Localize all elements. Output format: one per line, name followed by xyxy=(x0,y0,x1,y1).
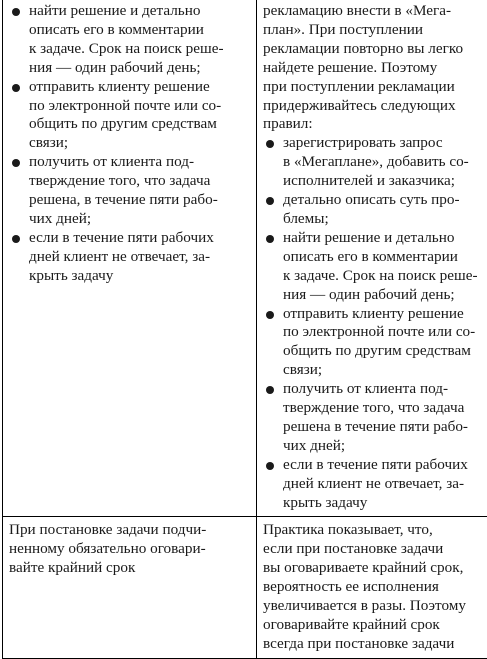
text-line: вайте крайний срок xyxy=(9,559,250,578)
text-line: по электронной почте или со- xyxy=(283,323,487,342)
list-item xyxy=(263,134,487,191)
row1-left-cell xyxy=(3,0,257,517)
text-line: рекламацию внести в «Мега- xyxy=(263,2,487,21)
text-line: всегда при постановке задачи xyxy=(263,635,487,654)
bullet-icon xyxy=(266,140,274,148)
text-line: решена в течение пяти рабо- xyxy=(283,418,487,437)
list-item xyxy=(263,191,487,229)
bullet-icon xyxy=(12,159,20,167)
text-line: Практика показывает, что, xyxy=(263,521,487,540)
text-line: чих дней; xyxy=(29,210,250,229)
row2-left-text xyxy=(9,521,250,578)
list-item xyxy=(9,2,250,78)
text-line: в «Мегаплане», добавить со- xyxy=(283,153,487,172)
list-item xyxy=(263,380,487,456)
row2-right-cell xyxy=(257,517,487,658)
bullet-icon xyxy=(266,462,274,470)
text-line: крыть задачу xyxy=(283,494,487,513)
row1-right-cell xyxy=(257,0,487,517)
text-line: ния — один рабочий день; xyxy=(29,59,250,78)
text-line: найдете решение. Поэтому xyxy=(263,59,487,78)
bullet-icon xyxy=(266,235,274,243)
text-line: чих дней; xyxy=(283,437,487,456)
text-line: детально описать суть про- xyxy=(283,191,487,210)
text-line: получить от клиента под- xyxy=(283,380,487,399)
text-line: придерживайтесь следующих xyxy=(263,97,487,116)
text-line: При постановке задачи подчи- xyxy=(9,521,250,540)
text-line: ния — один рабочий день; xyxy=(283,286,487,305)
text-line: крыть задачу xyxy=(29,267,250,286)
text-line: при поступлении рекламации xyxy=(263,78,487,97)
text-line: рекламации повторно вы легко xyxy=(263,40,487,59)
text-line: к задаче. Срок на поиск реше- xyxy=(29,40,250,59)
text-line: общить по другим средствам xyxy=(29,115,250,134)
text-line: увеличивается в разы. Поэтому xyxy=(263,597,487,616)
text-line: отправить клиенту решение xyxy=(283,305,487,324)
bullet-icon xyxy=(266,197,274,205)
text-line: ненному обязательно оговари- xyxy=(9,540,250,559)
table-row xyxy=(3,0,487,517)
text-line: блемы; xyxy=(283,210,487,229)
text-line: описать его в комментарии xyxy=(283,248,487,267)
text-line: план». При поступлении xyxy=(263,21,487,40)
text-line: связи; xyxy=(29,134,250,153)
bullet-icon xyxy=(266,311,274,319)
text-line: зарегистрировать запрос xyxy=(283,134,487,153)
text-line: отправить клиенту решение xyxy=(29,78,250,97)
text-line: вероятность ее исполнения xyxy=(263,578,487,597)
text-line: если при постановке задачи xyxy=(263,540,487,559)
text-line: получить от клиента под- xyxy=(29,153,250,172)
list-item xyxy=(9,229,250,286)
text-line: тверждение того, что задача xyxy=(29,172,250,191)
left-bullet-list xyxy=(9,2,250,286)
text-line: по электронной почте или со- xyxy=(29,97,250,116)
list-item xyxy=(263,456,487,513)
text-line: к задаче. Срок на поиск реше- xyxy=(283,267,487,286)
text-line: дней клиент не отвечает, за- xyxy=(283,475,487,494)
text-line: найти решение и детально xyxy=(29,2,250,21)
text-line: дней клиент не отвечает, за- xyxy=(29,248,250,267)
document-table xyxy=(2,0,487,659)
text-line: решена, в течение пяти рабо- xyxy=(29,191,250,210)
list-item xyxy=(9,153,250,229)
text-line: найти решение и детально xyxy=(283,229,487,248)
text-line: исполнителей и заказчика; xyxy=(283,172,487,191)
text-line: общить по другим средствам xyxy=(283,342,487,361)
list-item xyxy=(263,305,487,381)
table-row xyxy=(3,517,487,658)
row2-right-text xyxy=(263,521,487,653)
bullet-icon xyxy=(12,84,20,92)
row2-left-cell xyxy=(3,517,257,658)
right-bullet-list xyxy=(263,134,487,512)
right-intro-text xyxy=(263,2,487,134)
text-line: если в течение пяти рабочих xyxy=(283,456,487,475)
list-item xyxy=(9,78,250,154)
bullet-icon xyxy=(266,386,274,394)
bullet-icon xyxy=(12,8,20,16)
text-line: правил: xyxy=(263,115,487,134)
text-line: оговаривайте крайний срок xyxy=(263,616,487,635)
text-line: тверждение того, что задача xyxy=(283,399,487,418)
bullet-icon xyxy=(12,235,20,243)
list-item xyxy=(263,229,487,305)
text-line: вы оговариваете крайний срок, xyxy=(263,559,487,578)
text-line: связи; xyxy=(283,361,487,380)
text-line: описать его в комментарии xyxy=(29,21,250,40)
text-line: если в течение пяти рабочих xyxy=(29,229,250,248)
